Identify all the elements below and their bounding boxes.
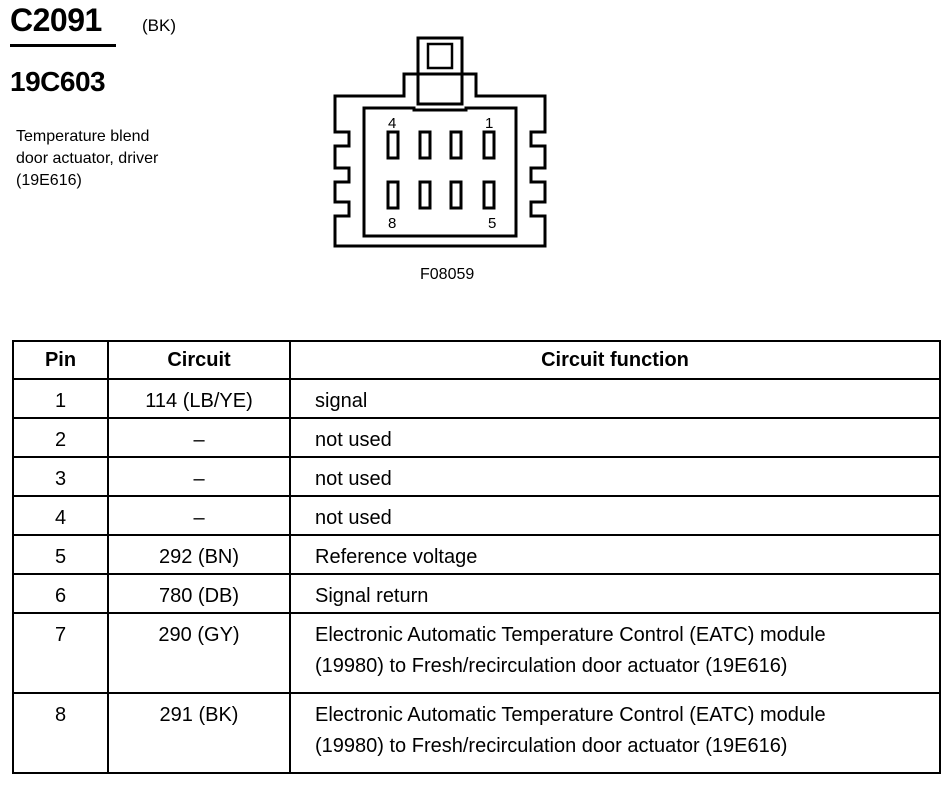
pin-terminal: [484, 182, 494, 208]
pin-cell: 3: [13, 457, 108, 496]
function-cell: [290, 693, 940, 773]
table-row: [13, 693, 940, 773]
pin-cell: 7: [13, 613, 108, 693]
circuit-cell: –: [108, 418, 290, 457]
function-line: signal: [315, 390, 368, 412]
pin-terminal: [388, 182, 398, 208]
part-number: 19C603: [10, 66, 106, 97]
pin-terminal: [451, 132, 461, 158]
pin-cell: 4: [13, 496, 108, 535]
pin-cell: 8: [13, 693, 108, 773]
table-row: [13, 379, 940, 418]
function-line: Reference voltage: [315, 546, 478, 568]
circuit-cell: 780 (DB): [108, 574, 290, 613]
function-cell: [290, 574, 940, 613]
connector-id: C2091: [10, 2, 102, 38]
pin-label-bottom-left: 8: [388, 215, 397, 232]
pin-terminal: [420, 132, 430, 158]
description-line: door actuator, driver: [16, 150, 159, 167]
circuit-cell: 290 (GY): [108, 613, 290, 693]
pin-cell: 1: [13, 379, 108, 418]
table-header-row: [13, 341, 940, 379]
table-row: [13, 613, 940, 693]
description-line: (19E616): [16, 172, 82, 189]
pin-cell: 2: [13, 418, 108, 457]
table-row: [13, 418, 940, 457]
function-line: Signal return: [315, 585, 429, 607]
pinout-table: [12, 340, 941, 774]
header-circuit-function: Circuit function: [290, 341, 940, 379]
function-cell: [290, 418, 940, 457]
pin-label-top-right: 1: [485, 115, 494, 132]
header-circuit: Circuit: [108, 341, 290, 379]
connector-color: (BK): [142, 16, 176, 35]
description-line: Temperature blend: [16, 128, 150, 145]
table-row: [13, 535, 940, 574]
connector-latch-inner: [428, 44, 452, 68]
table-row: [13, 457, 940, 496]
function-cell: [290, 535, 940, 574]
pin-terminal: [420, 182, 430, 208]
function-line: (19980) to Fresh/recirculation door actuator (19E616): [315, 655, 788, 677]
function-line: Electronic Automatic Temperature Control (EATC) module: [315, 704, 826, 726]
function-line: not used: [315, 507, 392, 529]
function-cell: [290, 613, 940, 693]
circuit-cell: 291 (BK): [108, 693, 290, 773]
component-description: [16, 126, 246, 192]
function-line: Electronic Automatic Temperature Control (EATC) module: [315, 624, 826, 646]
header-pin: Pin: [13, 341, 108, 379]
circuit-cell: 292 (BN): [108, 535, 290, 574]
pin-terminal: [451, 182, 461, 208]
pin-terminal: [484, 132, 494, 158]
circuit-cell: 114 (LB/YE): [108, 379, 290, 418]
pin-label-top-left: 4: [388, 115, 397, 132]
figure-code: F08059: [420, 266, 475, 283]
circuit-cell: –: [108, 457, 290, 496]
pin-label-bottom-right: 5: [488, 215, 497, 232]
pin-terminal: [388, 132, 398, 158]
table-row: [13, 574, 940, 613]
connector-face-diagram: [330, 36, 550, 250]
function-cell: [290, 379, 940, 418]
function-line: (19980) to Fresh/recirculation door actuator (19E616): [315, 735, 788, 757]
function-line: not used: [315, 429, 392, 451]
function-line: not used: [315, 468, 392, 490]
pin-cell: 5: [13, 535, 108, 574]
function-cell: [290, 496, 940, 535]
connector-id-underline: [10, 44, 116, 47]
table-row: [13, 496, 940, 535]
pin-cell: 6: [13, 574, 108, 613]
circuit-cell: –: [108, 496, 290, 535]
function-cell: [290, 457, 940, 496]
